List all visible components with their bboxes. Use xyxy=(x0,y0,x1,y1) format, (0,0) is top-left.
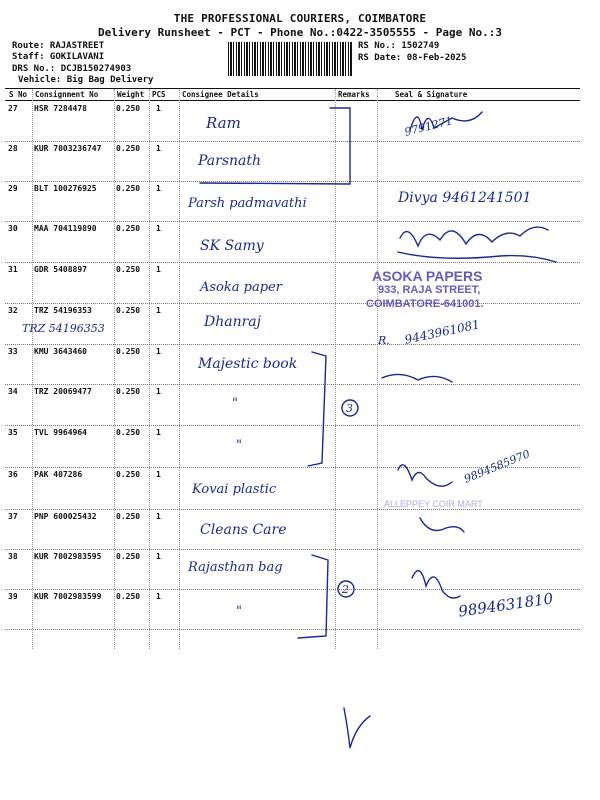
handwritten-phone: 9894631810 xyxy=(457,589,555,621)
handwritten-consignee: Kovai plastic xyxy=(192,482,277,497)
document-subtitle: Delivery Runsheet - PCT - Phone No.:0422-3505555 - Page No.:3 xyxy=(98,26,502,39)
row-weight: 0.250 xyxy=(116,428,141,437)
document-title: THE PROFESSIONAL COURIERS, COIMBATORE xyxy=(173,12,427,25)
col-seal: Seal & Signature xyxy=(395,90,468,99)
row-sno: 31 xyxy=(8,265,18,274)
row-consignment: PNP 600025432 xyxy=(34,512,97,521)
circled-number: 2 xyxy=(342,583,349,596)
col-consignment: Consignment No xyxy=(35,90,99,99)
row-weight: 0.250 xyxy=(116,470,141,479)
row-consignment: KUR 7002983599 xyxy=(34,592,102,601)
row-sno: 38 xyxy=(8,552,18,561)
vehicle-label: Vehicle: Big Bag Delivery xyxy=(18,75,154,85)
row-weight: 0.250 xyxy=(116,592,141,601)
row-pcs: 1 xyxy=(156,387,161,396)
row-consignment: BLT 100276925 xyxy=(34,184,97,193)
handwritten-consignee: SK Samy xyxy=(200,238,264,254)
handwritten-consignee: Ram xyxy=(206,114,241,132)
row-pcs: 1 xyxy=(156,144,161,153)
column-divider xyxy=(377,89,378,649)
handwritten-signature: 9791271 xyxy=(403,114,454,139)
row-weight: 0.250 xyxy=(116,552,141,561)
row-sno: 33 xyxy=(8,347,18,356)
row-weight: 0.250 xyxy=(116,265,141,274)
row-weight: 0.250 xyxy=(116,224,141,233)
row-pcs: 1 xyxy=(156,512,161,521)
row-sno: 36 xyxy=(8,470,18,479)
row-sno: 37 xyxy=(8,512,18,521)
stamp-asoka-street: 933, RAJA STREET, xyxy=(378,284,481,296)
handwritten-phone: 9894585970 xyxy=(462,447,532,486)
row-consignment: TVL 9964964 xyxy=(34,428,87,437)
row-consignment: KMU 3643460 xyxy=(34,347,87,356)
stamp-asoka-name: ASOKA PAPERS xyxy=(372,268,483,284)
signature-stroke xyxy=(344,708,370,748)
row-weight: 0.250 xyxy=(116,144,141,153)
handwritten-phone: Divya 9461241501 xyxy=(398,190,532,206)
col-sno: S No xyxy=(9,90,28,99)
row-pcs: 1 xyxy=(156,592,161,601)
col-consignee: Consignee Details xyxy=(182,90,259,99)
col-weight: Weight xyxy=(117,90,145,99)
row-pcs: 1 xyxy=(156,265,161,274)
row-pcs: 1 xyxy=(156,347,161,356)
stamp-alleppey: ALLEPPEY COIR MART xyxy=(384,499,483,509)
row-weight: 0.250 xyxy=(116,387,141,396)
handwritten-phone: 9443961081 xyxy=(403,317,481,347)
row-sno: 27 xyxy=(8,104,18,113)
row-consignment: PAK 407286 xyxy=(34,470,83,479)
column-divider xyxy=(335,89,336,649)
rs-number: RS No.: 1502749 xyxy=(358,41,440,51)
row-pcs: 1 xyxy=(156,224,161,233)
handwritten-consignee: Parsnath xyxy=(198,153,262,169)
handwritten-note: TRZ 54196353 xyxy=(22,322,105,335)
row-pcs: 1 xyxy=(156,428,161,437)
circled-number: 3 xyxy=(346,402,353,415)
barcode-2 xyxy=(228,64,352,76)
row-sno: 35 xyxy=(8,428,18,437)
row-pcs: 1 xyxy=(156,104,161,113)
table-header xyxy=(5,89,580,101)
handwritten-consignee: Parsh padmavathi xyxy=(188,196,307,211)
row-consignment: GDR 5408897 xyxy=(34,265,87,274)
row-sno: 29 xyxy=(8,184,18,193)
column-divider xyxy=(179,89,180,649)
column-divider xyxy=(114,89,115,649)
row-sno: 28 xyxy=(8,144,18,153)
column-divider xyxy=(32,89,33,649)
handwritten-consignee: " xyxy=(236,604,242,619)
column-divider xyxy=(149,89,150,649)
row-sno: 34 xyxy=(8,387,18,396)
row-pcs: 1 xyxy=(156,470,161,479)
barcode-1 xyxy=(228,42,352,64)
row-weight: 0.250 xyxy=(116,512,141,521)
row-sno: 39 xyxy=(8,592,18,601)
row-sno: 32 xyxy=(8,306,18,315)
row-pcs: 1 xyxy=(156,552,161,561)
handwritten-consignee: " xyxy=(232,396,238,411)
row-consignment: TRZ 20069477 xyxy=(34,387,92,396)
row-weight: 0.250 xyxy=(116,347,141,356)
handwritten-initial: R. xyxy=(378,334,390,347)
row-weight: 0.250 xyxy=(116,306,141,315)
rs-date: RS Date: 08-Feb-2025 xyxy=(358,53,467,63)
handwritten-consignee: Dhanraj xyxy=(204,314,261,330)
row-consignment: HSR 7284478 xyxy=(34,104,87,113)
staff-label: Staff: GOKILAVANI xyxy=(12,52,105,62)
row-weight: 0.250 xyxy=(116,184,141,193)
col-remarks: Remarks xyxy=(338,90,370,99)
row-consignment: KUR 7003236747 xyxy=(34,144,102,153)
handwritten-consignee: Asoka paper xyxy=(200,280,282,295)
route-label: Route: RAJASTREET xyxy=(12,41,105,51)
row-weight: 0.250 xyxy=(116,104,141,113)
row-pcs: 1 xyxy=(156,306,161,315)
stamp-asoka-city: COIMBATORE-641001. xyxy=(366,298,484,310)
drs-label: DRS No.: DCJB150274903 xyxy=(12,64,132,74)
handwritten-consignee: Rajasthan bag xyxy=(188,560,283,575)
handwritten-consignee: " xyxy=(236,438,242,453)
col-pcs: PCS xyxy=(152,90,166,99)
row-sno: 30 xyxy=(8,224,18,233)
row-consignment: KUR 7002983595 xyxy=(34,552,102,561)
handwritten-consignee: Majestic book xyxy=(198,356,298,372)
row-pcs: 1 xyxy=(156,184,161,193)
row-consignment: TRZ 54196353 xyxy=(34,306,92,315)
row-consignment: MAA 704119890 xyxy=(34,224,97,233)
handwritten-consignee: Cleans Care xyxy=(200,522,287,538)
